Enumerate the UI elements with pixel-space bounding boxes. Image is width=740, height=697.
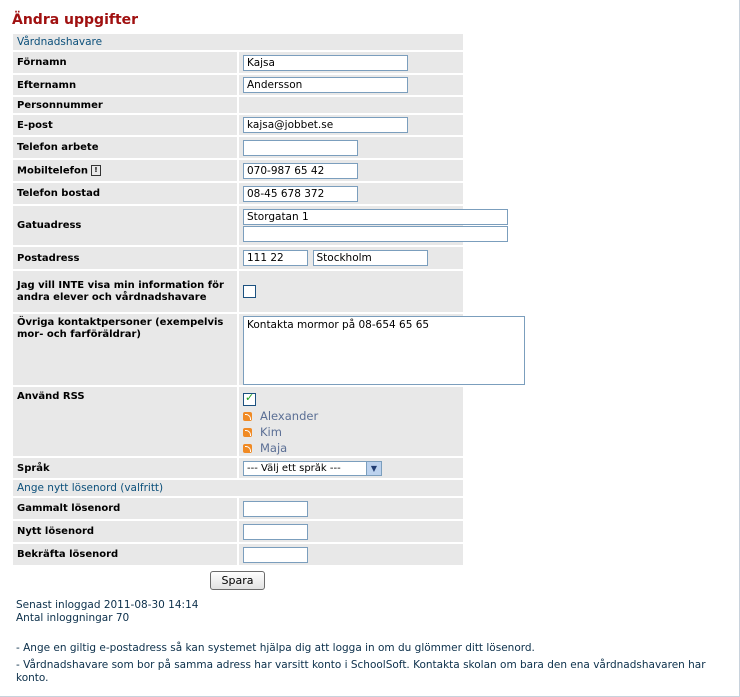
last-name-input[interactable]	[243, 77, 408, 93]
save-button[interactable]: Spara	[210, 571, 265, 590]
login-count-text: Antal inloggningar 70	[16, 612, 130, 624]
hide-info-checkbox[interactable]	[243, 285, 256, 298]
rss-feed-item[interactable]	[243, 440, 463, 456]
city-input[interactable]	[313, 250, 428, 266]
email-input[interactable]	[243, 117, 408, 133]
other-contacts-textarea[interactable]	[243, 316, 525, 385]
new-password-label: Nytt lösenord	[13, 520, 238, 543]
guardian-section-heading: Vårdnadshavare	[13, 34, 463, 51]
old-password-label: Gammalt lösenord	[13, 497, 238, 520]
language-selected-value: --- Välj ett språk ---	[247, 462, 341, 474]
home-phone-input[interactable]	[243, 186, 358, 202]
street-line2-input[interactable]	[243, 226, 508, 242]
rss-feed-link[interactable]: Kim	[260, 425, 282, 439]
mobile-input[interactable]	[243, 163, 358, 179]
rss-feed-link[interactable]: Maja	[260, 441, 288, 455]
personal-number-value	[238, 96, 463, 114]
password-section-heading: Ange nytt lösenord (valfritt)	[13, 479, 463, 497]
home-phone-label: Telefon bostad	[13, 182, 238, 205]
new-password-input[interactable]	[243, 524, 308, 540]
street-line1-input[interactable]	[243, 209, 508, 225]
last-login-text: Senast inloggad 2011-08-30 14:14	[16, 599, 199, 611]
postal-label: Postadress	[13, 246, 238, 270]
rss-icon	[243, 412, 252, 421]
old-password-input[interactable]	[243, 501, 308, 517]
postal-code-input[interactable]	[243, 250, 308, 266]
personal-number-label: Personnummer	[13, 96, 238, 114]
mobile-label	[13, 159, 238, 182]
language-select[interactable]	[243, 461, 382, 476]
hide-info-label: Jag vill INTE visa min information för andra elever och vårdnadshavare	[13, 270, 238, 313]
confirm-password-label: Bekräfta lösenord	[13, 543, 238, 566]
checkmark-icon: ✓	[245, 390, 255, 404]
rss-feed-item[interactable]	[243, 408, 463, 424]
first-name-input[interactable]	[243, 55, 408, 71]
rss-checkbox[interactable]	[243, 390, 256, 406]
other-contacts-label: Övriga kontaktpersoner (exempelvis mor- och farföräldrar)	[13, 313, 238, 386]
rss-icon	[243, 428, 252, 437]
language-label: Språk	[13, 457, 238, 479]
street-label: Gatuadress	[13, 205, 238, 246]
work-phone-input[interactable]	[243, 140, 358, 156]
page-title: Ändra uppgifter	[12, 12, 139, 28]
email-label: E-post	[13, 114, 238, 136]
info-icon[interactable]: !	[91, 165, 101, 176]
confirm-password-input[interactable]	[243, 547, 308, 563]
rss-icon	[243, 444, 252, 453]
mobile-label-text: Mobiltelefon	[17, 165, 88, 177]
work-phone-label: Telefon arbete	[13, 136, 238, 159]
last-name-label: Efternamn	[13, 74, 238, 96]
edit-details-form	[13, 34, 463, 567]
rss-feed-link[interactable]: Alexander	[260, 409, 319, 423]
help-note-email: - Ange en giltig e-postadress så kan systemet hjälpa dig att logga in om du glömmer ditt lösenord.	[16, 642, 535, 654]
rss-label: Använd RSS	[13, 386, 238, 457]
help-note-accounts: - Vårdnadshavare som bor på samma adress har varsitt konto i SchoolSoft. Kontakta skolan om bara den ena vårdnadshavaren har konto.	[16, 659, 706, 684]
chevron-down-icon[interactable]: ▼	[366, 462, 381, 475]
first-name-label: Förnamn	[13, 51, 238, 74]
rss-feed-item[interactable]	[243, 424, 463, 440]
